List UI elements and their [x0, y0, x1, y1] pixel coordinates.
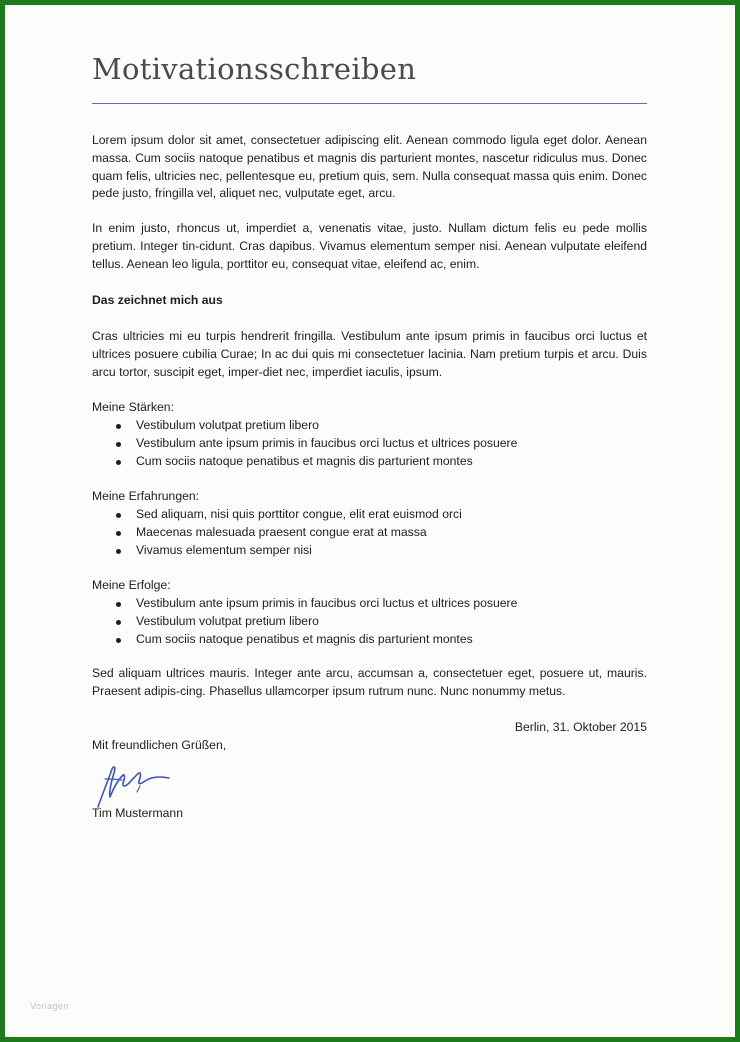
bullet-icon: [116, 460, 121, 465]
list-item-text: Cum sociis natoque penatibus et magnis dis parturient montes: [136, 631, 473, 646]
letter-date: Berlin, 31. Oktober 2015: [514, 720, 647, 734]
list-label-experience: Meine Erfahrungen:: [92, 489, 200, 503]
bullet-icon: [116, 424, 121, 429]
watermark-text: Vorlagen: [30, 1001, 69, 1011]
bullet-icon: [116, 442, 121, 447]
list-item: [92, 524, 462, 542]
bullet-icon: [116, 513, 121, 518]
bullet-icon: [116, 638, 121, 643]
list-item: [92, 453, 517, 471]
list-item-text: Vestibulum ante ipsum primis in faucibus orci luctus et ultrices posuere: [136, 435, 518, 450]
paragraph-second: In enim justo, rhoncus ut, imperdiet a, venenatis vitae, justo. Nullam dictum felis eu pede mollis pretium. Integer tin-cidunt. Cras dapibus. Vivamus elementum semper nisi. Aenean vulputate eleifend tellus. Aenean leo ligula, porttitor eu, consequat vitae, eleifend ac, enim.: [92, 221, 647, 271]
list-label-strengths: Meine Stärken:: [92, 400, 174, 414]
list-item-text: Cum sociis natoque penatibus et magnis dis parturient montes: [136, 453, 473, 468]
paragraph-third: Cras ultricies mi eu turpis hendrerit fringilla. Vestibulum ante ipsum primis in faucibus orci luctus et ultrices posuere cubilia Curae; In ac dui quis mi consectetuer lacinia. Nam pretium turpis et arcu. Duis arcu tortor, suscipit eget, imper-diet nec, imperdiet iaculis, ipsum.: [92, 329, 647, 379]
bullet-icon: [116, 549, 121, 554]
list-item-text: Maecenas malesuada praesent congue erat at massa: [136, 524, 427, 539]
bullet-icon: [116, 531, 121, 536]
list-item-text: Vestibulum volutpat pretium libero: [136, 613, 319, 628]
list-item-text: Vestibulum ante ipsum primis in faucibus orci luctus et ultrices posuere: [136, 596, 518, 610]
strengths-list: [92, 417, 517, 470]
paragraph-intro: Lorem ipsum dolor sit amet, consectetuer adipiscing elit. Aenean commodo ligula eget dolor. Aenean massa. Cum sociis natoque penatibus et magnis dis parturient montes, nascetur ridiculus mus. Donec quam felis, ultricies nec, pellentesque eu, pretium quis, sem. Nulla consequat massa quis enim. Donec pede justo, fringilla vel, aliquet nec, vulputate eget, arcu.: [92, 133, 647, 201]
list-item: [92, 542, 462, 560]
document-page: [5, 5, 735, 1037]
bullet-icon: [116, 602, 121, 607]
closing-salutation: Mit freundlichen Grüßen,: [92, 738, 227, 752]
list-item: [92, 435, 517, 453]
list-item: [92, 631, 517, 649]
title-underline: [92, 103, 647, 104]
list-item-text: Sed aliquam, nisi quis porttitor congue, elit erat euismod orci: [136, 507, 462, 521]
document-title: Motivationsschreiben: [92, 52, 417, 86]
signer-name: Tim Mustermann: [92, 806, 183, 820]
list-item: [92, 506, 462, 524]
experience-list: [92, 506, 462, 559]
list-item-text: Vivamus elementum semper nisi: [136, 542, 312, 557]
paragraph-closing: Sed aliquam ultrices mauris. Integer ante arcu, accumsan a, consectetuer eget, posuere ut, mauris. Praesent adipis-cing. Phasellus ullamcorper ipsum rutrum nunc. Nunc nonummy metus.: [92, 666, 647, 698]
list-item: [92, 417, 517, 435]
list-item: [92, 613, 517, 631]
section-heading: Das zeichnet mich aus: [92, 293, 223, 307]
bullet-icon: [116, 620, 121, 625]
list-item-text: Vestibulum volutpat pretium libero: [136, 418, 319, 432]
list-item: [92, 595, 517, 613]
achievements-list: [92, 595, 517, 648]
list-label-achievements: Meine Erfolge:: [92, 578, 171, 592]
